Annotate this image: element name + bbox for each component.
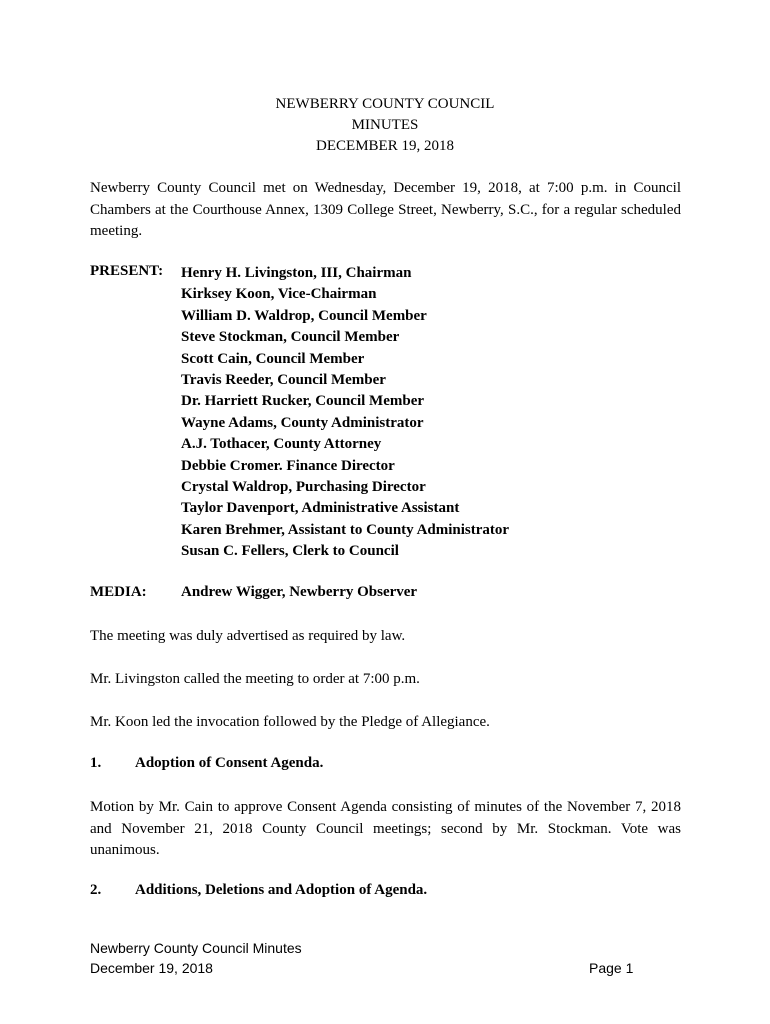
attendee: Scott Cain, Council Member (181, 350, 365, 367)
attendee: Travis Reeder, Council Member (181, 372, 386, 389)
attendee: Susan C. Fellers, Clerk to Council (181, 543, 399, 560)
item-title: Additions, Deletions and Adoption of Agenda. (135, 882, 428, 898)
attendee: Karen Brehmer, Assistant to County Administrator (181, 521, 510, 538)
motion-paragraph: Motion by Mr. Cain to approve Consent Agenda consisting of minutes of the November 7, 2018 and November 21, 2018 County Council meetings; second by Mr. Stockman. Vote was unanimous. (90, 799, 681, 858)
item-title: Adoption of Consent Agenda. (135, 755, 324, 771)
advertised-paragraph: The meeting was duly advertised as required by law. (90, 628, 406, 644)
media-value: Andrew Wigger, Newberry Observer (181, 584, 418, 600)
footer-title: Newberry County Council Minutes (90, 940, 302, 956)
item-number: 1. (90, 755, 102, 771)
footer (90, 938, 302, 978)
attendee: Debbie Cromer. Finance Director (181, 457, 395, 474)
call-to-order-paragraph: Mr. Livingston called the meeting to order at 7:00 p.m. (90, 671, 420, 687)
header-doc-type: MINUTES (351, 117, 419, 133)
page-number: Page 1 (589, 960, 634, 976)
attendee: Kirksey Koon, Vice-Chairman (181, 286, 377, 303)
attendee: A.J. Tothacer, County Attorney (181, 436, 382, 453)
header-date: DECEMBER 19, 2018 (316, 138, 454, 154)
footer-date: December 19, 2018 (90, 960, 213, 976)
attendee: Henry H. Livingston, III, Chairman (181, 265, 412, 281)
attendee: Steve Stockman, Council Member (181, 329, 400, 346)
present-label: PRESENT: (90, 263, 164, 279)
attendee: Taylor Davenport, Administrative Assistant (181, 500, 460, 517)
intro-paragraph: Newberry County Council met on Wednesday, December 19, 2018, at 7:00 p.m. in Council Chambers at the Courthouse Annex, 1309 College Street, Newberry, S.C., for a regular scheduled meeting. (90, 180, 681, 239)
attendee: Crystal Waldrop, Purchasing Director (181, 479, 426, 496)
invocation-paragraph: Mr. Koon led the invocation followed by the Pledge of Allegiance. (90, 714, 490, 730)
header-organization: NEWBERRY COUNTY COUNCIL (275, 96, 495, 112)
item-number: 2. (90, 882, 102, 898)
document-header (0, 94, 770, 157)
media-label: MEDIA: (90, 584, 147, 600)
attendee: Wayne Adams, County Administrator (181, 414, 424, 431)
attendee: William D. Waldrop, Council Member (181, 307, 427, 324)
attendee: Dr. Harriett Rucker, Council Member (181, 393, 425, 410)
present-list (181, 263, 509, 563)
